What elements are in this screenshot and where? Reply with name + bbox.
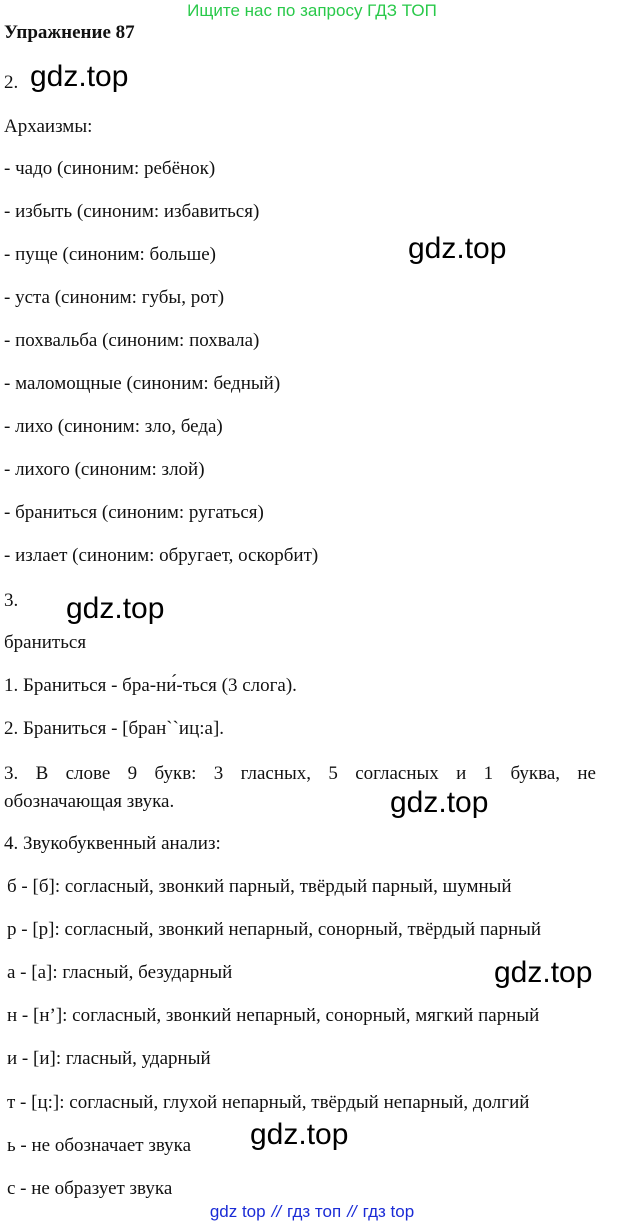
section-3-number: 3. (4, 590, 19, 611)
footer-link[interactable]: гдз top (362, 1202, 415, 1221)
footer-links (0, 1202, 624, 1222)
letter-analysis-row: и - [и]: гласный, ударный (7, 1048, 211, 1069)
section-2-number: 2. (4, 72, 19, 93)
watermark: gdz.top (408, 232, 507, 265)
analyzed-word: браниться (4, 632, 87, 653)
watermark: gdz.top (250, 1118, 349, 1151)
footer-link[interactable]: gdz top (209, 1202, 266, 1221)
letter-analysis-row: с - не образует звука (7, 1178, 173, 1199)
letter-analysis-row: ь - не обозначает звука (7, 1135, 192, 1156)
archaism-item: - маломощные (синоним: бедный) (4, 373, 281, 394)
analysis-heading: 4. Звукобуквенный анализ: (4, 833, 221, 854)
archaism-item: - избыть (синоним: избавиться) (4, 201, 260, 222)
search-hint-banner: Ищите нас по запросу ГДЗ ТОП (187, 1, 437, 20)
archaism-item: - уста (синоним: губы, рот) (4, 287, 225, 308)
archaism-item: - чадо (синоним: ребёнок) (4, 158, 216, 179)
letter-analysis-row: н - [н’]: согласный, звонкий непарный, сонорный, мягкий парный (7, 1005, 540, 1026)
footer-separator: // (271, 1202, 282, 1221)
watermark: gdz.top (494, 956, 593, 989)
letter-analysis-row: р - [р]: согласный, звонкий непарный, сонорный, твёрдый парный (7, 919, 542, 940)
watermark: gdz.top (30, 60, 129, 93)
watermark: gdz.top (390, 786, 489, 819)
transcription: 2. Браниться - [бран``иц:а]. (4, 718, 225, 739)
letter-count-line-1: 3. В слове 9 букв: 3 гласных, 5 согласных и 1 буква, не (4, 763, 596, 784)
letter-analysis-row: а - [а]: гласный, безударный (7, 962, 233, 983)
letter-analysis-row: б - [б]: согласный, звонкий парный, твёрдый парный, шумный (7, 876, 512, 897)
exercise-title: Упражнение 87 (4, 22, 135, 43)
letter-count-paragraph (4, 760, 596, 816)
footer-link[interactable]: гдз топ (287, 1202, 342, 1221)
archaism-item: - излает (синоним: обругает, оскорбит) (4, 545, 319, 566)
footer-separator: // (347, 1202, 357, 1221)
watermark: gdz.top (66, 592, 165, 625)
letter-analysis-row: т - [ц:]: согласный, глухой непарный, твёрдый непарный, долгий (7, 1092, 530, 1113)
section-2-heading: Архаизмы: (4, 116, 93, 137)
archaism-item: - пуще (синоним: больше) (4, 244, 216, 265)
archaism-item: - лихого (синоним: злой) (4, 459, 205, 480)
letter-count-line-2: обозначающая звука. (4, 791, 175, 812)
archaism-item: - браниться (синоним: ругаться) (4, 502, 264, 523)
archaism-item: - лихо (синоним: зло, беда) (4, 416, 223, 437)
syllable-division: 1. Браниться - бра-ни́-ться (3 слога). (4, 675, 297, 696)
archaism-item: - похвальба (синоним: похвала) (4, 330, 260, 351)
